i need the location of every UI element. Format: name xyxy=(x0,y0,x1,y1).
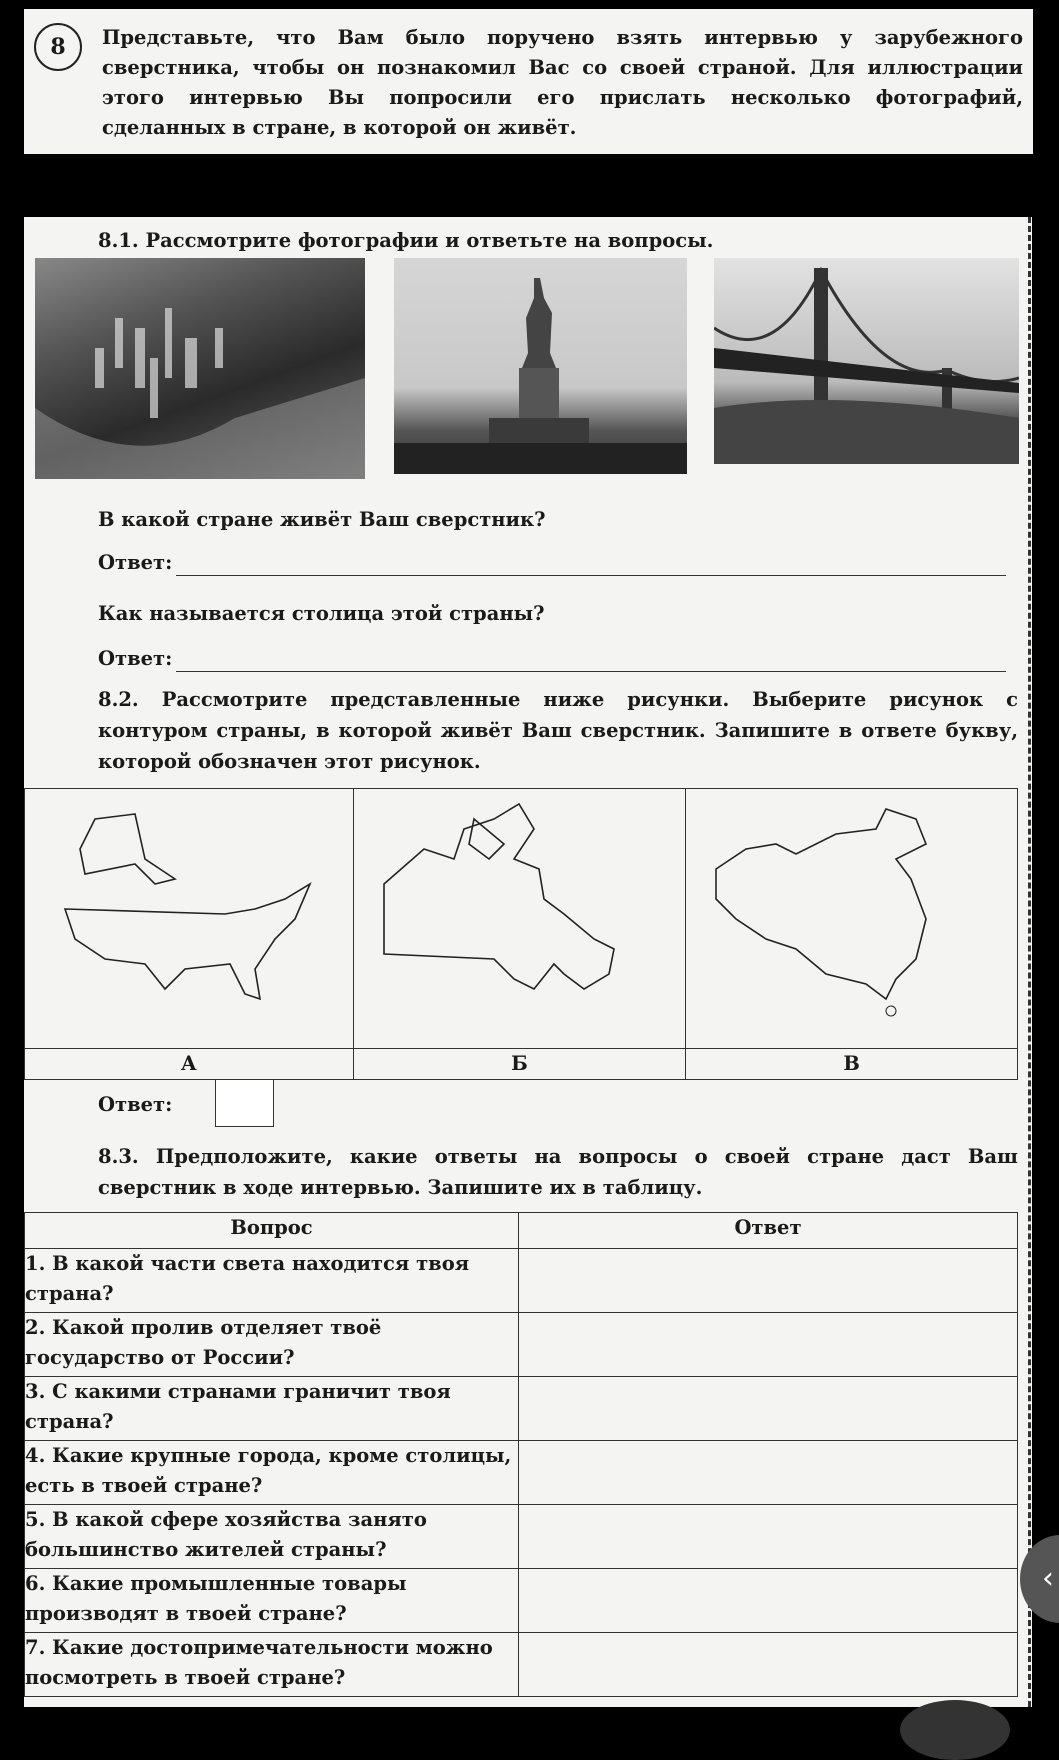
question-cell: 4. Какие крупные города, кроме столицы, есть в твоей стране? xyxy=(25,1441,519,1505)
map-label-v: В xyxy=(686,1049,1018,1080)
task-intro-text: Представьте, что Вам было поручено взять интервью у зарубежного сверстника, чтобы он познакомил Вас со своей страной. Для иллюстрации этого интервью Вы попросили его прислать несколько фотографий, сделанных в стране, в которой он живёт. xyxy=(102,26,1023,139)
table-row xyxy=(25,1633,1018,1697)
table-row xyxy=(25,1377,1018,1441)
map-china xyxy=(686,789,1018,1049)
question-cell: 6. Какие промышленные товары производят в твоей стране? xyxy=(25,1569,519,1633)
map-label-b: Б xyxy=(353,1049,686,1080)
map-label-a: А xyxy=(25,1049,354,1080)
answer-label-1: Ответ: xyxy=(98,551,173,574)
map-canada xyxy=(353,789,686,1049)
task-number: 8 xyxy=(34,23,82,71)
answer-label-3: Ответ: xyxy=(98,1093,173,1116)
answer-cell[interactable] xyxy=(519,1441,1018,1505)
photo-statue-of-liberty xyxy=(394,258,687,474)
photo-golden-gate-bridge xyxy=(714,258,1019,464)
answer-cell[interactable] xyxy=(519,1313,1018,1377)
answer-cell[interactable] xyxy=(519,1633,1018,1697)
task-body xyxy=(24,217,1032,1707)
table-row xyxy=(25,1249,1018,1313)
answer-cell[interactable] xyxy=(519,1249,1018,1313)
table-row xyxy=(25,1441,1018,1505)
table-row xyxy=(25,1313,1018,1377)
answer-field-country[interactable] xyxy=(176,575,1006,576)
answer-cell[interactable] xyxy=(519,1505,1018,1569)
question-country: В какой стране живёт Ваш сверстник? xyxy=(98,508,546,531)
answer-field-capital[interactable] xyxy=(176,671,1006,672)
section-8-2-heading: 8.2. Рассмотрите представленные ниже рисунки. Выберите рисунок с контуром страны, в которой живёт Ваш сверстник. Запишите в ответе букву, которой обозначен этот рисунок. xyxy=(98,688,1018,773)
answer-label-2: Ответ: xyxy=(98,647,173,670)
question-capital: Как называется столица этой страны? xyxy=(98,602,545,625)
question-cell: 1. В какой части света находится твоя страна? xyxy=(25,1249,519,1313)
map-usa xyxy=(25,789,354,1049)
section-8-1-heading: 8.1. Рассмотрите фотографии и ответьте на вопросы. xyxy=(98,229,714,252)
task-intro-block xyxy=(24,9,1033,154)
section-8-3-heading: 8.3. Предположите, какие ответы на вопросы о своей стране даст Ваш сверстник в ходе интервью. Запишите их в таблицу. xyxy=(98,1145,1018,1199)
question-cell: 7. Какие достопримечательности можно посмотреть в твоей стране? xyxy=(25,1633,519,1697)
column-header-answer: Ответ xyxy=(519,1213,1018,1249)
question-cell: 5. В какой сфере хозяйства занято большинство жителей страны? xyxy=(25,1505,519,1569)
floating-overlay-edge xyxy=(900,1700,1010,1760)
question-cell: 3. С какими странами граничит твоя страна? xyxy=(25,1377,519,1441)
table-row xyxy=(25,1505,1018,1569)
country-outline-table xyxy=(24,788,1018,1080)
answer-cell[interactable] xyxy=(519,1377,1018,1441)
question-cell: 2. Какой пролив отделяет твоё государство от России? xyxy=(25,1313,519,1377)
column-header-question: Вопрос xyxy=(25,1213,519,1249)
interview-table xyxy=(24,1212,1018,1697)
photo-new-york xyxy=(35,258,365,479)
table-row xyxy=(25,1569,1018,1633)
chevron-left-icon: ‹ xyxy=(1042,1561,1054,1596)
cut-line xyxy=(1028,217,1031,1707)
answer-cell[interactable] xyxy=(519,1569,1018,1633)
answer-box-letter[interactable] xyxy=(215,1079,274,1127)
